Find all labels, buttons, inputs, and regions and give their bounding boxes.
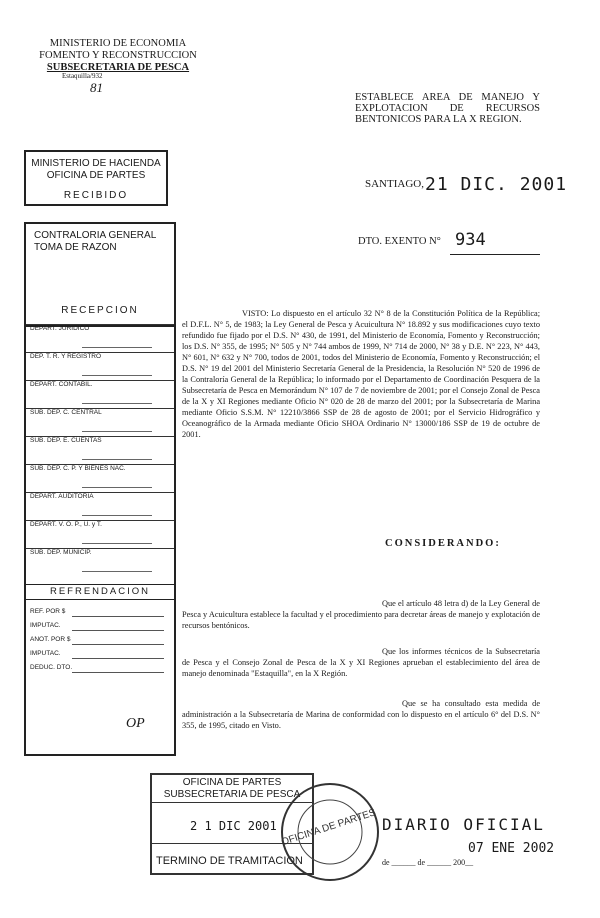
file-note: Estaquilla/932 — [62, 72, 103, 80]
ministry-subname: FOMENTO Y RECONSTRUCCION — [39, 50, 197, 61]
contraloria-line2: TOMA DE RAZON — [34, 242, 117, 253]
office-stamp-line2: SUBSECRETARIA DE PESCA — [152, 789, 312, 803]
svg-text:OFICINA DE PARTES: OFICINA DE PARTES — [280, 807, 378, 849]
contraloria-line1: CONTRALORIA GENERAL — [34, 230, 157, 241]
routing-row: DEPART. AUDITORIA — [26, 492, 174, 520]
routing-row: DEP. T. R. Y REGISTRO — [26, 352, 174, 380]
decree-number: 934 — [455, 230, 486, 250]
diario-oficial-line: de ______ de ______ 200__ — [382, 858, 474, 867]
routing-row: SUB. DEP. E. CUENTAS — [26, 436, 174, 464]
routing-row: DEPART. V. O. P., U. y T. — [26, 520, 174, 548]
diario-oficial-date: 07 ENE 2002 — [468, 841, 555, 856]
hacienda-line1: MINISTERIO DE HACIENDA — [31, 158, 161, 169]
hacienda-stamp — [24, 150, 168, 206]
decree-label: DTO. EXENTO N° — [358, 236, 441, 247]
contraloria-stamp — [24, 222, 176, 327]
routing-row: DEPART. JURIDICO — [26, 324, 174, 352]
considerando-heading: CONSIDERANDO: — [385, 538, 501, 549]
considerando-paragraph-2: Que los informes técnicos de la Subsecretaría de Pesca y el Consejo Zonal de Pesca de la X y XI Regiones aprueban el establecimiento del área de manejo denominada "Estaquilla", en la X Región. — [182, 647, 540, 678]
decree-date: 21 DIC. 2001 — [425, 174, 568, 195]
hacienda-line2: OFICINA DE PARTES — [46, 170, 146, 181]
routing-table — [24, 316, 176, 756]
contraloria-recepcion: RECEPCION — [61, 305, 139, 316]
hacienda-received: RECIBIDO — [63, 190, 129, 201]
routing-row: SUB. DEP. MUNICIP. — [26, 548, 174, 576]
decree-number-line — [450, 254, 540, 255]
routing-row: SUB. DEP. C. CENTRAL — [26, 408, 174, 436]
office-stamp-line1: OFICINA DE PARTES — [182, 777, 282, 788]
routing-row: SUB. DEP. C. P. Y BIENES NAC. — [26, 464, 174, 492]
handwritten-note: 81 — [90, 80, 103, 95]
considerando-paragraph-3: Que se ha consultado esta medida de administración a la Subsecretaría de Marina de conformidad con lo dispuesto en el artículo 6° del D.S. N° 355, de 1995, citado en Visto. — [182, 699, 540, 730]
refrendacion-title: REFRENDACION — [26, 584, 174, 600]
subsecretaria-name: SUBSECRETARIA DE PESCA — [46, 62, 190, 73]
refrendacion-row: IMPUTAC. — [30, 622, 61, 629]
considerando-paragraph-1: Que el artículo 48 letra d) de la Ley General de Pesca y Acuicultura establece la facultad y el procedimiento para decretar áreas de manejo y explotación de recursos bentónicos. — [182, 599, 540, 630]
ministry-name: MINISTERIO DE ECONOMIA — [49, 38, 187, 49]
diario-oficial-stamp: DIARIO OFICIAL — [382, 815, 545, 834]
office-stamp-line3: TERMINO DE TRAMITACION — [156, 855, 303, 867]
place-label: SANTIAGO, — [365, 178, 424, 190]
refrendacion-row: DEDUC. DTO. — [30, 664, 73, 671]
official-seal-icon — [278, 780, 382, 884]
ministry-header — [38, 38, 198, 74]
office-stamp-date: 2 1 DIC 2001 — [190, 819, 277, 833]
routing-row: DEPART. CONTABIL. — [26, 380, 174, 408]
visto-paragraph: VISTO: Lo dispuesto en el artículo 32 N° 8 de la Constitución Política de la República; el D.F.L. N° 5, de 1983; la Ley General de Pesca y Acuicultura N° 18.892 y sus modificaciones cuyo texto refundido fue fijado por el D.S. N° 430, de 1991, del Ministerio de Economía, Fomento y Reconstrucción; los D.S. N° 355, de 1995; N° 505 y N° 744 ambos de 1999, N° 714 de 2000, N° 38 y D.E. N° 223, N° 443, N° 601, N° 632 y N° 700, todos de 2001, todos del Ministerio de Economía, Fomento y Reconstrucción; el D.S. N° 19 del 2001 del Ministerio Secretaría General de la Presidencia, la Resolución N° 520 de 1996 de la Contraloría General de la República; lo informado por el Departamento de Coordinación Pesquera de la Subsecretaría de Pesca en Memorándum N° 107 de 7 de noviembre de 2001; por el Consejo Zonal de Pesca de la X y XI Regiones mediante Oficio N° 020 de 28 de marzo del 2001; por la Subsecretaría de Marina mediante Oficio S.S.M. N° 12210/3866 SSP de 28 de agosto de 2001; por el Servicio Hidrográfico y Oceanográfico de la Armada mediante Oficio SHOA Ordinario N° 13000/186 SSP de 19 de octubre de 2001. — [182, 309, 540, 439]
handwritten-initials: OP — [126, 716, 145, 731]
document-subject: ESTABLECE AREA DE MANEJO Y EXPLOTACION DE RECURSOS BENTONICOS PARA LA X REGION. — [355, 92, 540, 125]
refrendacion-row: IMPUTAC. — [30, 650, 61, 657]
refrendacion-row: ANOT. POR $ — [30, 636, 71, 643]
refrendacion-row: REF. POR $ — [30, 608, 66, 615]
